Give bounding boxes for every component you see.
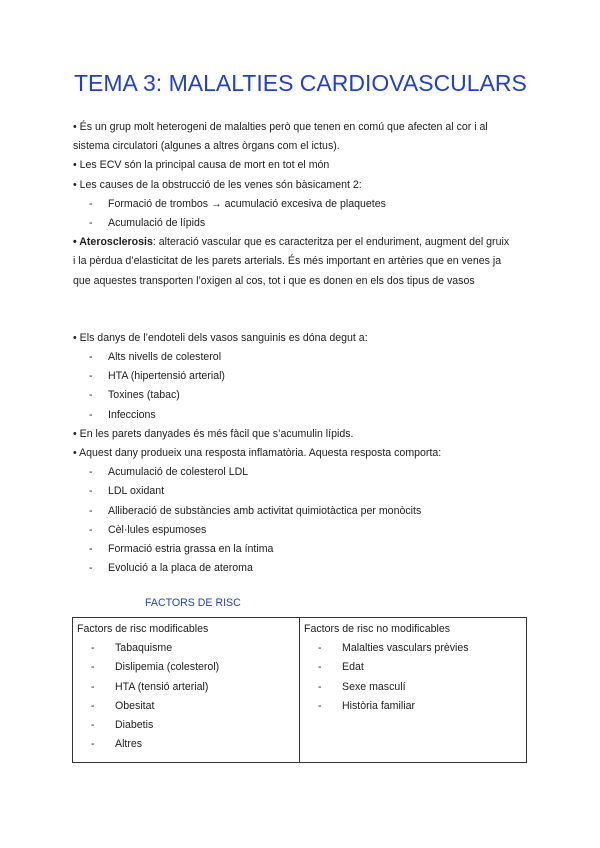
risk-factors-table: [72, 617, 527, 763]
list-item: - Dislipemia (colesterol): [91, 661, 220, 674]
page-title: TEMA 3: MALALTIES CARDIOVASCULARS: [74, 70, 527, 96]
list-item: - Toxines (tabac): [89, 389, 180, 402]
paragraph-inflamatoria: • Aquest dany produeix una resposta inflamatòria. Aquesta resposta comporta:: [73, 447, 442, 460]
list-item: - LDL oxidant: [89, 485, 165, 498]
spacer: [73, 310, 513, 329]
non-modifiable-column: [300, 618, 527, 763]
paragraph-endoteli: • Els danys de l’endoteli dels vasos sanguinis es dóna degut a:: [73, 331, 368, 344]
list-item: - Altres: [91, 738, 143, 751]
paragraph-lipids: • En les parets danyades és més fàcil que s’acumulin lípids.: [73, 427, 354, 440]
list-item: - HTA (hipertensió arterial): [89, 370, 225, 383]
list-item: - HTA (tensió arterial): [91, 680, 209, 693]
list-item: - Evolució a la placa de ateroma: [89, 562, 253, 575]
column-header: Factors de risc no modificables: [304, 623, 451, 635]
risk-factors-heading: FACTORS DE RISC: [145, 597, 241, 609]
list-item: - Sexe masculí: [318, 680, 406, 693]
list-item: - Formació estria grassa en la íntima: [89, 543, 274, 556]
table-row: [73, 618, 527, 763]
paragraph-definition: • És un grup molt heterogeni de malalties però que tenen en comú que afecten al cor i al sistema circulatori (algunes a altres òrgans com el ictus).: [73, 121, 488, 153]
list-item: - Història familiar: [318, 699, 415, 712]
list-item: - Diabetis: [91, 719, 154, 732]
list-item: - Infeccions: [89, 408, 156, 421]
list-item: - Cèl·lules espumoses: [89, 523, 207, 536]
paragraph-causes: • Les causes de la obstrucció de les venes són bàsicament 2:: [73, 178, 362, 191]
list-item: - Edat: [318, 661, 364, 674]
list-item: - Acumulació de colesterol LDL: [89, 466, 249, 479]
paragraph-ecv: • Les ECV són la principal causa de mort en tot el món: [73, 159, 330, 172]
list-item: - Acumulació de lípids: [89, 217, 206, 230]
spacer: [73, 291, 513, 310]
list-item: - Malalties vasculars prèvies: [318, 642, 469, 655]
modifiable-column: [73, 618, 300, 763]
document-body: [73, 118, 513, 578]
list-item: - Formació de trombos → acumulació excesiva de plaquetes: [89, 197, 386, 210]
list-item: - Alliberació de substàncies amb activitat quimiotàctica per monòcits: [89, 504, 422, 517]
column-header: Factors de risc modificables: [77, 623, 209, 635]
term-aterosclerosis: • Aterosclerosis: [73, 236, 153, 249]
paragraph-aterosclerosis: • Aterosclerosis: alteració vascular que es caracteritza per el enduriment, augment del gruix i la pèrdua d’elasticitat de les parets arterials. És més important en artèries que en venes ja que aquestes transporten l’oxigen al cos, tot i que es donen en els dos tipus de vasos: [73, 236, 510, 287]
list-item: - Tabaquisme: [91, 642, 173, 655]
list-item: - Obesitat: [91, 699, 155, 712]
list-item: - Alts nivells de colesterol: [89, 351, 222, 364]
